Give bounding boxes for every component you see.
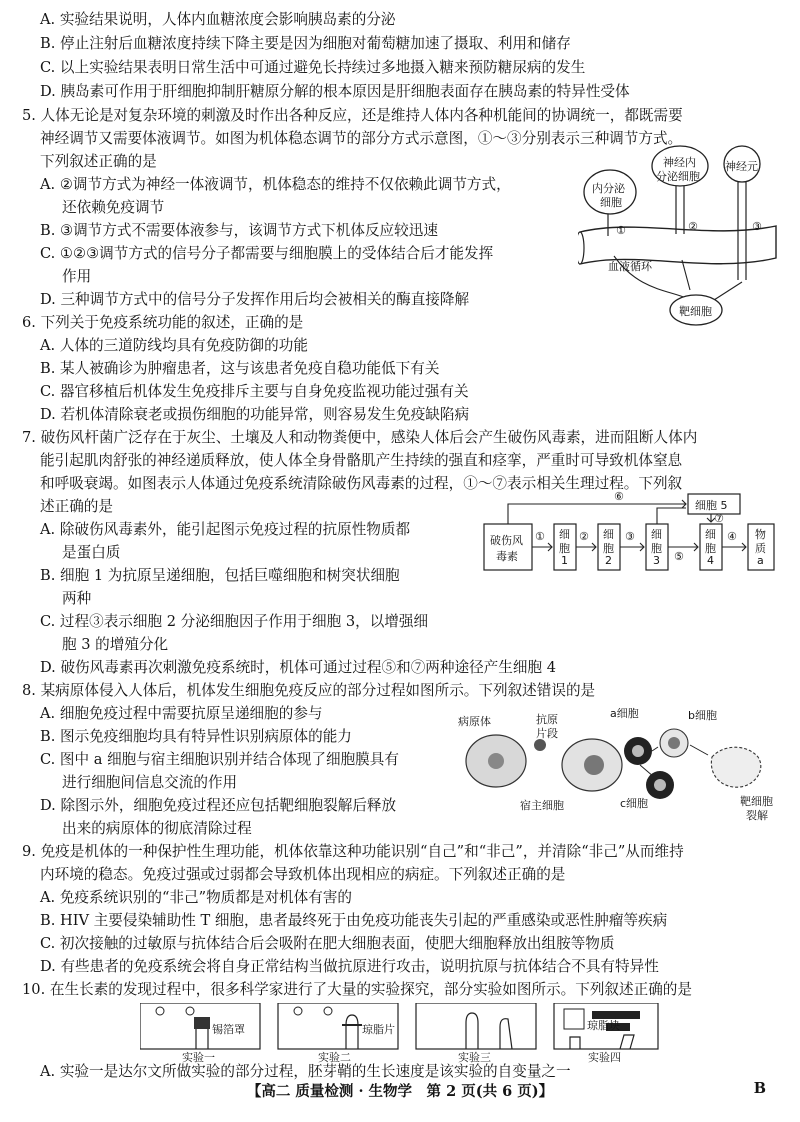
pathogen-label: 病原体 [458,715,491,728]
text-line: C. 图中 a 细胞与宿主细胞识别并结合体现了细胞膜具有 [40,751,399,768]
text-line: D. 三种调节方式中的信号分子发挥作用后均会被相关的酶直接降解 [40,291,470,308]
text-line: 6. 下列关于免疫系统功能的叙述，正确的是 [22,314,304,331]
c-cell-label: c细胞 [620,797,649,810]
text-line: 7. 破伤风杆菌广泛存在于灰尘、土壤及人和动物粪便中，感染人体后会产生破伤风毒素，进而阻断人体内 [22,429,698,446]
neurosecretory-cell-label-2: 分泌细胞 [656,170,700,183]
text-line: 作用 [62,268,92,285]
text-line: C. ①②③调节方式的信号分子都需要与细胞膜上的受体结合后才能发挥 [40,245,494,262]
text-line: 能引起肌肉舒张的神经递质释放，使人体全身骨骼肌产生持续的强直和痉挛，严重时可导致机体窒息 [40,452,683,469]
text-line: 两种 [62,590,92,607]
neurosecretory-cell-label: 神经内 [663,156,696,169]
text-line: 是蛋白质 [62,544,121,561]
cell-3-label-2: 胞 [651,542,662,555]
text-line: C. 初次接触的过敏原与抗体结合后会吸附在肥大细胞表面，使肥大细胞释放出组胺等物质 [40,935,615,952]
experiment-4-label: 实验四 [588,1051,621,1064]
endocrine-cell-label: 内分泌 [592,182,625,195]
text-line: 9. 免疫是机体的一种保护性生理功能，机体依靠这种功能识别“自己”和“非己”，并清除“非己”从而维持 [22,843,684,860]
neuron-label: 神经元 [725,160,758,173]
process-1-label: ① [535,530,545,543]
text-line: B. HIV 主要侵染辅助性 T 细胞，患者最终死于由免疫功能丧失引起的严重感染或恶性肿瘤等疾病 [40,912,668,929]
text-line: D. 破伤风毒素再次刺激免疫系统时，机体可通过过程⑤和⑦两种途径产生细胞 4 [40,659,556,676]
a-cell-label: a细胞 [610,707,639,720]
process-4-label: ④ [727,530,737,543]
regulation-diagram [578,140,778,330]
text-line: A. 实验一是达尔文所做实验的部分过程，胚芽鞘的生长速度是该实验的自变量之一 [40,1063,571,1080]
endocrine-cell-label-2: 细胞 [600,196,622,209]
text-line: B. 细胞 1 为抗原呈递细胞，包括巨噬细胞和树突状细胞 [40,567,400,584]
text-line: A. 实验结果说明，人体内血糖浓度会影响胰岛素的分泌 [40,11,396,28]
text-line: C. 过程③表示细胞 2 分泌细胞因子作用于细胞 3，以增强细 [40,613,429,630]
text-line: 下列叙述正确的是 [40,153,157,170]
antigen-fragment-label: 抗原 [536,713,558,726]
experiment-1-label: 实验一 [182,1051,215,1064]
experiment-2-label: 实验二 [318,1051,351,1064]
pathway-1-label: ① [616,224,626,237]
cell-2-label: 细 [603,528,614,541]
text-line: 进行细胞间信息交流的作用 [62,774,238,791]
text-line: B. ③调节方式不需要体液参与，该调节方式下机体反应较迅速 [40,222,438,239]
text-line: B. 某人被确诊为肿瘤患者，这与该患者免疫自稳功能低下有关 [40,360,440,377]
antigen-fragment-label-2: 片段 [536,727,558,740]
substance-a-label-2: 质 [755,542,766,555]
text-line: C. 器官移植后机体发生免疫排斥主要与自身免疫监视功能过强有关 [40,383,469,400]
substance-a-label: 物 [755,528,766,541]
text-line: A. 除破伤风毒素外，能引起图示免疫过程的抗原性物质都 [40,521,411,538]
text-line: 5. 人体无论是对复杂环境的刺激及时作出各种反应，还是维持人体内各种机能间的协调统一，都既需要 [22,107,683,124]
text-line: 胞 3 的增殖分化 [62,636,169,653]
text-line: 内环境的稳态。免疫过强或过弱都会导致机体出现相应的病症。下列叙述正确的是 [40,866,566,883]
pathway-3-label: ③ [752,220,762,233]
text-line: A. 细胞免疫过程中需要抗原呈递细胞的参与 [40,705,323,722]
page-footer: 【高二 质量检测 · 生物学 第 2 页(共 6 页)】 [246,1083,554,1100]
cell-1-number: 1 [561,554,568,567]
cell-3-label: 细 [651,528,662,541]
cell-2-number: 2 [605,554,612,567]
pathway-2-label: ② [688,220,698,233]
text-line: A. 人体的三道防线均具有免疫防御的功能 [40,337,308,354]
substance-a-letter: a [757,554,764,567]
cell-4-number: 4 [707,554,714,567]
text-line: 10. 在生长素的发现过程中，很多科学家进行了大量的实验探究，部分实验如图所示。下列叙述正确的是 [22,981,692,998]
text-line: A. 免疫系统识别的“非己”物质都是对机体有害的 [40,889,353,906]
cell-4-label: 细 [705,528,716,541]
process-3-label: ③ [625,530,635,543]
target-cell-label: 靶细胞 [679,305,712,318]
text-line: 出来的病原体的彻底清除过程 [62,820,252,837]
cell-3-number: 3 [653,554,660,567]
text-line: 8. 某病原体侵入人体后，机体发生细胞免疫反应的部分过程如图所示。下列叙述错误的是 [22,682,596,699]
cell-5-label: 细胞 5 [695,499,728,512]
text-line: 述正确的是 [40,498,113,515]
text-line: 还依赖免疫调节 [62,199,165,216]
blood-circulation-label: 血液循环 [608,260,652,273]
text-line: D. 若机体清除衰老或损伤细胞的功能异常，则容易发生免疫缺陷病 [40,406,470,423]
paper-version-letter: B [753,1080,766,1097]
text-line: B. 停止注射后血糖浓度持续下降主要是因为细胞对葡萄糖加速了摄取、利用和储存 [40,35,571,52]
text-line: 神经调节又需要体液调节。如图为机体稳态调节的部分方式示意图，①～③分别表示三种调节方式。 [40,130,683,147]
cellular-immunity-diagram [458,705,780,822]
target-cell-lysis-label: 靶细胞 [740,795,773,808]
auxin-experiments-diagram [140,1003,660,1063]
text-line: A. ②调节方式为神经一体液调节，机体稳态的维持不仅依赖此调节方式， [40,176,511,193]
text-line: 和呼吸衰竭。如图表示人体通过免疫系统清除破伤风毒素的过程，①～⑦表示相关生理过程。下列叙 [40,475,683,492]
cell-1-label: 细 [559,528,570,541]
text-line: D. 胰岛素可作用于肝细胞抑制肝糖原分解的根本原因是肝细胞表面存在胰岛素的特异性受体 [40,83,630,100]
cell-2-label-2: 胞 [603,542,614,555]
toxin-box-label: 破伤风 [490,534,523,547]
text-line: D. 有些患者的免疫系统会将自身正常结构当做抗原进行攻击，说明抗原与抗体结合不具有特异性 [40,958,659,975]
process-2-label: ② [579,530,589,543]
agar-sheet-label: 琼脂片 [362,1023,395,1036]
agar-block-label: 琼脂块 [587,1019,620,1032]
process-6-label: ⑥ [614,490,624,503]
text-line: B. 图示免疫细胞均具有特异性识别病原体的能力 [40,728,352,745]
cell-1-label-2: 胞 [559,542,570,555]
target-cell-lysis-label-2: 裂解 [746,809,768,822]
process-5-label: ⑤ [674,550,684,563]
toxin-box-label-2: 毒素 [496,550,518,563]
foil-cap-label: 锡箔罩 [212,1023,245,1036]
b-cell-label: b细胞 [688,709,717,722]
experiment-3-label: 实验三 [458,1051,491,1064]
immune-flow-diagram [482,490,782,590]
text-line: C. 以上实验结果表明日常生活中可通过避免长持续过多地摄入糖来预防糖尿病的发生 [40,59,586,76]
cell-4-label-2: 胞 [705,542,716,555]
text-line: D. 除图示外，细胞免疫过程还应包括靶细胞裂解后释放 [40,797,397,814]
host-cell-label: 宿主细胞 [520,799,564,812]
process-7-label: ⑦ [714,512,724,525]
